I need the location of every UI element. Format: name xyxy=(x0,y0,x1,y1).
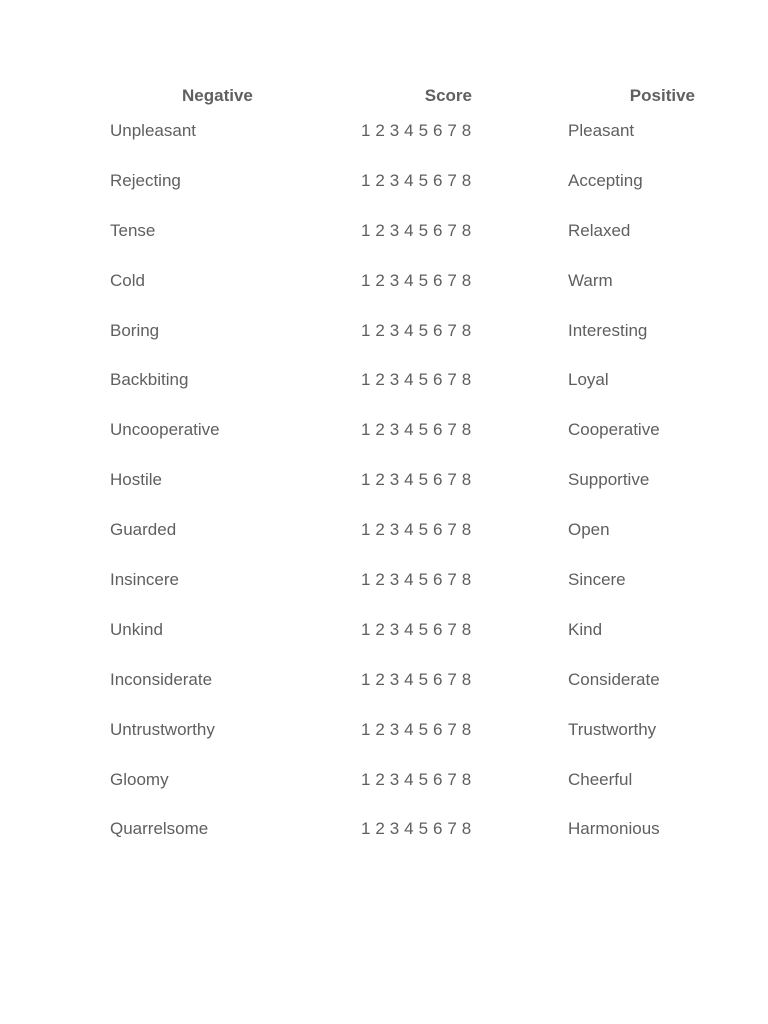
score-option[interactable]: 5 xyxy=(418,520,429,540)
score-scale xyxy=(361,570,471,590)
table-row xyxy=(0,770,768,820)
score-option[interactable]: 5 xyxy=(418,170,429,190)
score-option[interactable]: 4 xyxy=(404,570,414,590)
table-row xyxy=(0,470,768,520)
positive-label: Pleasant xyxy=(568,121,635,140)
score-scale xyxy=(361,420,471,440)
table-header xyxy=(0,86,768,108)
score-option[interactable]: 3 xyxy=(389,619,400,639)
score-option[interactable]: 7 xyxy=(447,370,457,390)
score-option[interactable]: 6 xyxy=(432,619,443,639)
positive-label: Interesting xyxy=(568,320,648,340)
score-option[interactable]: 2 xyxy=(375,669,385,689)
score-option[interactable]: 1 xyxy=(361,619,371,639)
score-scale xyxy=(361,770,471,790)
score-option[interactable]: 5 xyxy=(418,220,429,240)
positive-label: Cooperative xyxy=(568,420,660,440)
positive-label: Loyal xyxy=(568,370,609,390)
score-option[interactable]: 2 xyxy=(375,220,385,240)
score-option[interactable]: 6 xyxy=(432,819,443,839)
score-option[interactable]: 2 xyxy=(375,170,385,190)
score-option[interactable]: 8 xyxy=(461,669,472,689)
score-option[interactable]: 6 xyxy=(432,121,443,140)
header-negative: Negative xyxy=(182,86,253,105)
score-option[interactable]: 4 xyxy=(404,270,414,290)
negative-label: Rejecting xyxy=(110,170,181,190)
score-option[interactable]: 3 xyxy=(389,669,400,689)
score-option[interactable]: 7 xyxy=(447,520,457,540)
score-option[interactable]: 5 xyxy=(418,470,429,490)
score-option[interactable]: 4 xyxy=(404,170,414,190)
score-option[interactable]: 8 xyxy=(461,470,472,490)
score-option[interactable]: 4 xyxy=(404,619,414,639)
score-option[interactable]: 1 xyxy=(361,669,371,689)
score-option[interactable]: 6 xyxy=(432,420,443,440)
score-option[interactable]: 7 xyxy=(447,320,457,340)
score-option[interactable]: 7 xyxy=(447,220,457,240)
score-option[interactable]: 8 xyxy=(461,270,472,290)
score-option[interactable]: 5 xyxy=(418,370,429,390)
positive-label: Accepting xyxy=(568,170,643,190)
positive-label: Trustworthy xyxy=(568,719,657,739)
positive-label: Warm xyxy=(568,270,613,290)
positive-label: Relaxed xyxy=(568,220,631,240)
score-scale xyxy=(361,670,471,690)
score-scale xyxy=(361,121,471,141)
header-score: Score xyxy=(424,86,472,105)
score-option[interactable]: 6 xyxy=(432,669,443,689)
negative-label: Insincere xyxy=(110,570,179,590)
score-option[interactable]: 1 xyxy=(361,819,371,839)
score-option[interactable]: 2 xyxy=(375,619,385,639)
score-option[interactable]: 3 xyxy=(389,570,400,590)
score-option[interactable]: 6 xyxy=(432,470,443,490)
score-scale xyxy=(361,520,471,540)
table-row xyxy=(0,121,768,171)
positive-label: Cheerful xyxy=(568,769,633,789)
table-row xyxy=(0,570,768,620)
table-row xyxy=(0,720,768,770)
score-option[interactable]: 3 xyxy=(389,121,400,140)
table-row xyxy=(0,221,768,271)
table-row xyxy=(0,420,768,470)
score-option[interactable]: 5 xyxy=(418,320,429,340)
score-option[interactable]: 6 xyxy=(432,370,443,390)
score-scale xyxy=(361,321,471,341)
score-scale xyxy=(361,720,471,740)
score-scale xyxy=(361,470,471,490)
score-option[interactable]: 7 xyxy=(447,769,457,789)
positive-label: Harmonious xyxy=(568,819,660,839)
score-scale xyxy=(361,370,471,390)
score-scale xyxy=(361,221,471,241)
table-row xyxy=(0,670,768,720)
score-option[interactable]: 3 xyxy=(389,220,400,240)
score-option[interactable]: 5 xyxy=(418,719,429,739)
score-option[interactable]: 3 xyxy=(389,420,400,440)
table-row xyxy=(0,520,768,570)
score-option[interactable]: 7 xyxy=(447,170,457,190)
score-option[interactable]: 3 xyxy=(389,470,400,490)
score-option[interactable]: 5 xyxy=(418,669,429,689)
score-option[interactable]: 4 xyxy=(404,470,414,490)
score-option[interactable]: 7 xyxy=(447,669,457,689)
score-option[interactable]: 7 xyxy=(447,420,457,440)
score-option[interactable]: 8 xyxy=(461,769,472,789)
score-option[interactable]: 8 xyxy=(461,619,472,639)
score-option[interactable]: 4 xyxy=(404,121,414,140)
score-option[interactable]: 2 xyxy=(375,420,385,440)
score-option[interactable]: 7 xyxy=(447,270,457,290)
score-option[interactable]: 4 xyxy=(404,669,414,689)
score-option[interactable]: 4 xyxy=(404,719,414,739)
score-option[interactable]: 2 xyxy=(375,769,385,789)
score-option[interactable]: 7 xyxy=(447,570,457,590)
positive-label: Sincere xyxy=(568,570,626,590)
negative-label: Uncooperative xyxy=(110,420,220,440)
table-row xyxy=(0,321,768,371)
header-positive: Positive xyxy=(629,86,695,105)
score-option[interactable]: 4 xyxy=(404,370,414,390)
score-option[interactable]: 1 xyxy=(361,220,371,240)
score-option[interactable]: 1 xyxy=(361,470,371,490)
score-option[interactable]: 3 xyxy=(389,270,400,290)
score-option[interactable]: 6 xyxy=(432,769,443,789)
score-option[interactable]: 6 xyxy=(432,570,443,590)
score-option[interactable]: 8 xyxy=(461,170,472,190)
score-option[interactable]: 1 xyxy=(361,769,371,789)
score-option[interactable]: 3 xyxy=(389,170,400,190)
score-scale xyxy=(361,620,471,640)
score-option[interactable]: 4 xyxy=(404,220,414,240)
score-option[interactable]: 6 xyxy=(432,719,443,739)
positive-label: Open xyxy=(568,520,610,540)
score-option[interactable]: 2 xyxy=(375,370,385,390)
score-scale xyxy=(361,271,471,291)
score-option[interactable]: 3 xyxy=(389,819,400,839)
score-option[interactable]: 1 xyxy=(361,719,371,739)
score-option[interactable]: 5 xyxy=(418,819,429,839)
table-row xyxy=(0,171,768,221)
positive-label: Considerate xyxy=(568,669,660,689)
score-option[interactable]: 5 xyxy=(418,769,429,789)
score-option[interactable]: 6 xyxy=(432,320,443,340)
score-option[interactable]: 6 xyxy=(432,270,443,290)
score-option[interactable]: 8 xyxy=(461,819,472,839)
score-option[interactable]: 1 xyxy=(361,520,371,540)
negative-label: Quarrelsome xyxy=(110,819,209,839)
score-option[interactable]: 4 xyxy=(404,769,414,789)
score-option[interactable]: 2 xyxy=(375,520,385,540)
negative-label: Unpleasant xyxy=(110,121,197,140)
score-option[interactable]: 4 xyxy=(404,420,414,440)
score-option[interactable]: 5 xyxy=(418,270,429,290)
negative-label: Unkind xyxy=(110,619,163,639)
score-option[interactable]: 2 xyxy=(375,270,385,290)
positive-label: Kind xyxy=(568,619,603,639)
score-option[interactable]: 5 xyxy=(418,619,429,639)
table-row xyxy=(0,271,768,321)
score-scale xyxy=(361,819,471,839)
score-scale xyxy=(361,171,471,191)
score-option[interactable]: 8 xyxy=(461,320,472,340)
score-option[interactable]: 4 xyxy=(404,819,414,839)
score-option[interactable]: 8 xyxy=(461,220,472,240)
negative-label: Guarded xyxy=(110,520,177,540)
score-option[interactable]: 5 xyxy=(418,121,429,140)
score-option[interactable]: 7 xyxy=(447,719,457,739)
score-option[interactable]: 1 xyxy=(361,170,371,190)
score-option[interactable]: 7 xyxy=(447,121,457,140)
negative-label: Cold xyxy=(110,270,145,290)
score-option[interactable]: 2 xyxy=(375,570,385,590)
score-option[interactable]: 3 xyxy=(389,719,400,739)
score-option[interactable]: 1 xyxy=(361,370,371,390)
score-option[interactable]: 1 xyxy=(361,570,371,590)
score-option[interactable]: 3 xyxy=(389,769,400,789)
score-option[interactable]: 8 xyxy=(461,719,472,739)
table-row xyxy=(0,370,768,420)
score-option[interactable]: 5 xyxy=(418,570,429,590)
score-option[interactable]: 5 xyxy=(418,420,429,440)
score-option[interactable]: 8 xyxy=(461,121,472,140)
score-option[interactable]: 8 xyxy=(461,420,472,440)
score-option[interactable]: 8 xyxy=(461,570,472,590)
score-option[interactable]: 4 xyxy=(404,320,414,340)
negative-label: Boring xyxy=(110,320,160,340)
rating-table xyxy=(0,121,768,869)
score-option[interactable]: 1 xyxy=(361,420,371,440)
score-option[interactable]: 2 xyxy=(375,121,385,140)
score-option[interactable]: 1 xyxy=(361,270,371,290)
table-row xyxy=(0,819,768,869)
score-option[interactable]: 7 xyxy=(447,619,457,639)
score-option[interactable]: 3 xyxy=(389,320,400,340)
score-option[interactable]: 6 xyxy=(432,520,443,540)
score-option[interactable]: 7 xyxy=(447,470,457,490)
score-option[interactable]: 4 xyxy=(404,520,414,540)
negative-label: Untrustworthy xyxy=(110,719,215,739)
score-option[interactable]: 2 xyxy=(375,320,385,340)
negative-label: Tense xyxy=(110,220,156,240)
score-option[interactable]: 2 xyxy=(375,719,385,739)
score-option[interactable]: 3 xyxy=(389,520,400,540)
score-option[interactable]: 2 xyxy=(375,470,385,490)
score-option[interactable]: 3 xyxy=(389,370,400,390)
negative-label: Backbiting xyxy=(110,370,189,390)
score-option[interactable]: 7 xyxy=(447,819,457,839)
score-option[interactable]: 2 xyxy=(375,819,385,839)
positive-label: Supportive xyxy=(568,470,650,490)
negative-label: Gloomy xyxy=(110,769,169,789)
negative-label: Hostile xyxy=(110,470,162,490)
score-option[interactable]: 6 xyxy=(432,170,443,190)
score-option[interactable]: 1 xyxy=(361,121,371,140)
score-option[interactable]: 8 xyxy=(461,520,472,540)
table-row xyxy=(0,620,768,670)
score-option[interactable]: 8 xyxy=(461,370,472,390)
score-option[interactable]: 1 xyxy=(361,320,371,340)
score-option[interactable]: 6 xyxy=(432,220,443,240)
negative-label: Inconsiderate xyxy=(110,669,213,689)
